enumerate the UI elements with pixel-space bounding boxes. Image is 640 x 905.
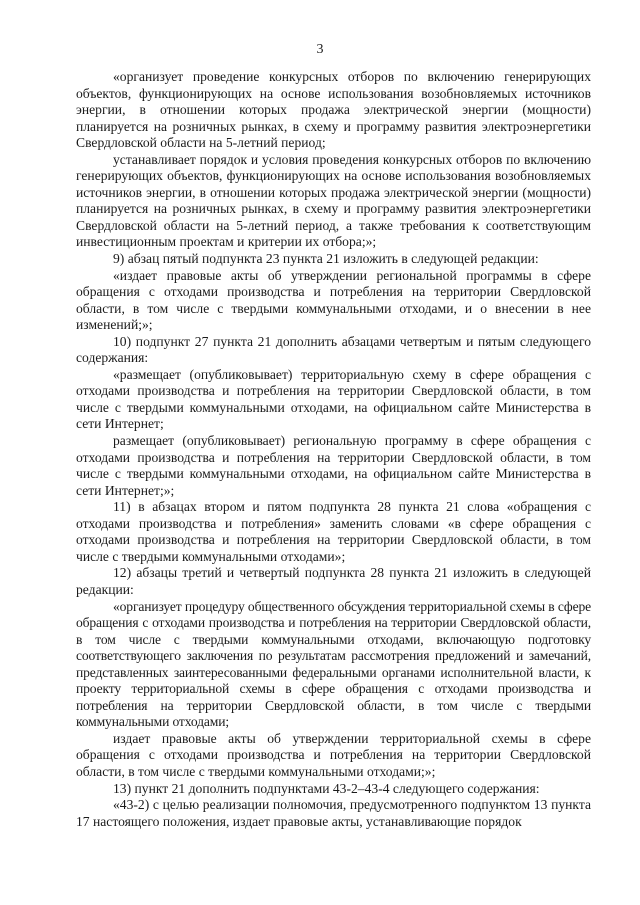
paragraph: издает правовые акты об утверждении территориальной схемы в сфере обращения с отходами производства и потребления на территории Свердловской области, в том числе с твердыми коммунальными отходами;»; — [76, 730, 591, 779]
paragraph: «43-2) с целью реализации полномочия, предусмотренного подпунктом 13 пункта 17 настоящего положения, издает правовые акты, устанавливающие порядок — [76, 797, 591, 829]
paragraph: 12) абзацы третий и четвертый подпункта 28 пункта 21 изложить в следующей редакции: — [76, 565, 591, 597]
document-body — [76, 69, 591, 830]
paragraph: 13) пункт 21 дополнить подпунктами 43-2–43-4 следующего содержания: — [113, 780, 540, 796]
paragraph: размещает (опубликовывает) региональную программу в сфере обращения с отходами производства и потребления на территории Свердловской области, в том числе с твердыми коммунальными отходами, на официальном сайте Министерства в сети Интернет;»; — [76, 433, 591, 498]
paragraph: «организует процедуру общественного обсуждения территориальной схемы в сфере обращения с отходами производства и потребления на территории Свердловской области, в том числе с твердыми коммунальными отходами, включающую подготовку соответствующего заключения по результатам рассмотрения предложений и замечаний, представленных заинтересованными федеральными органами исполнительной власти, к проекту территориальной схемы в сфере обращения с отходами производства и потребления на территории Свердловской области, в том числе с твердыми коммунальными отходами; — [76, 598, 591, 730]
paragraph: «размещает (опубликовывает) территориальную схему в сфере обращения с отходами производства и потребления на территории Свердловской области, в том числе с твердыми коммунальными отходами, на официальном сайте Министерства в сети Интернет; — [76, 366, 591, 432]
paragraph: «организует проведение конкурсных отборов по включению генерирующих объектов, функционирующих на основе использования возобновляемых источников энергии, в отношении которых продажа электрической энергии (мощности) планируется на розничных рынках, в схему и программу развития электроэнергетики Свердловской области на 5-летний период; — [76, 69, 591, 151]
paragraph: «издает правовые акты об утверждении региональной программы в сфере обращения с отходами производства и потребления на территории Свердловской области, в том числе с твердыми коммунальными отходами, и о внесении в нее изменений;»; — [76, 267, 591, 333]
paragraph: 10) подпункт 27 пункта 21 дополнить абзацами четвертым и пятым следующего содержания: — [76, 333, 591, 366]
paragraph: 9) абзац пятый подпункта 23 пункта 21 изложить в следующей редакции: — [113, 251, 539, 267]
page-number: 3 — [316, 42, 324, 57]
paragraph: устанавливает порядок и условия проведения конкурсных отборов по включению генерирующих объектов, функционирующих на основе использования возобновляемых источников энергии, в отношении которых продажа электрической энергии (мощности) планируется на розничных рынках, в схему и программу развития электроэнергетики Свердловской области на 5-летний период, а также требования к соответствующим инвестиционным проектам и критерии их отбора;»; — [76, 151, 591, 250]
paragraph: 11) в абзацах втором и пятом подпункта 28 пункта 21 слова «обращения с отходами производства и потребления» заменить словами «в сфере обращения с отходами производства и потребления на территории Свердловской области, в том числе с твердыми коммунальными отходами»; — [76, 499, 591, 564]
